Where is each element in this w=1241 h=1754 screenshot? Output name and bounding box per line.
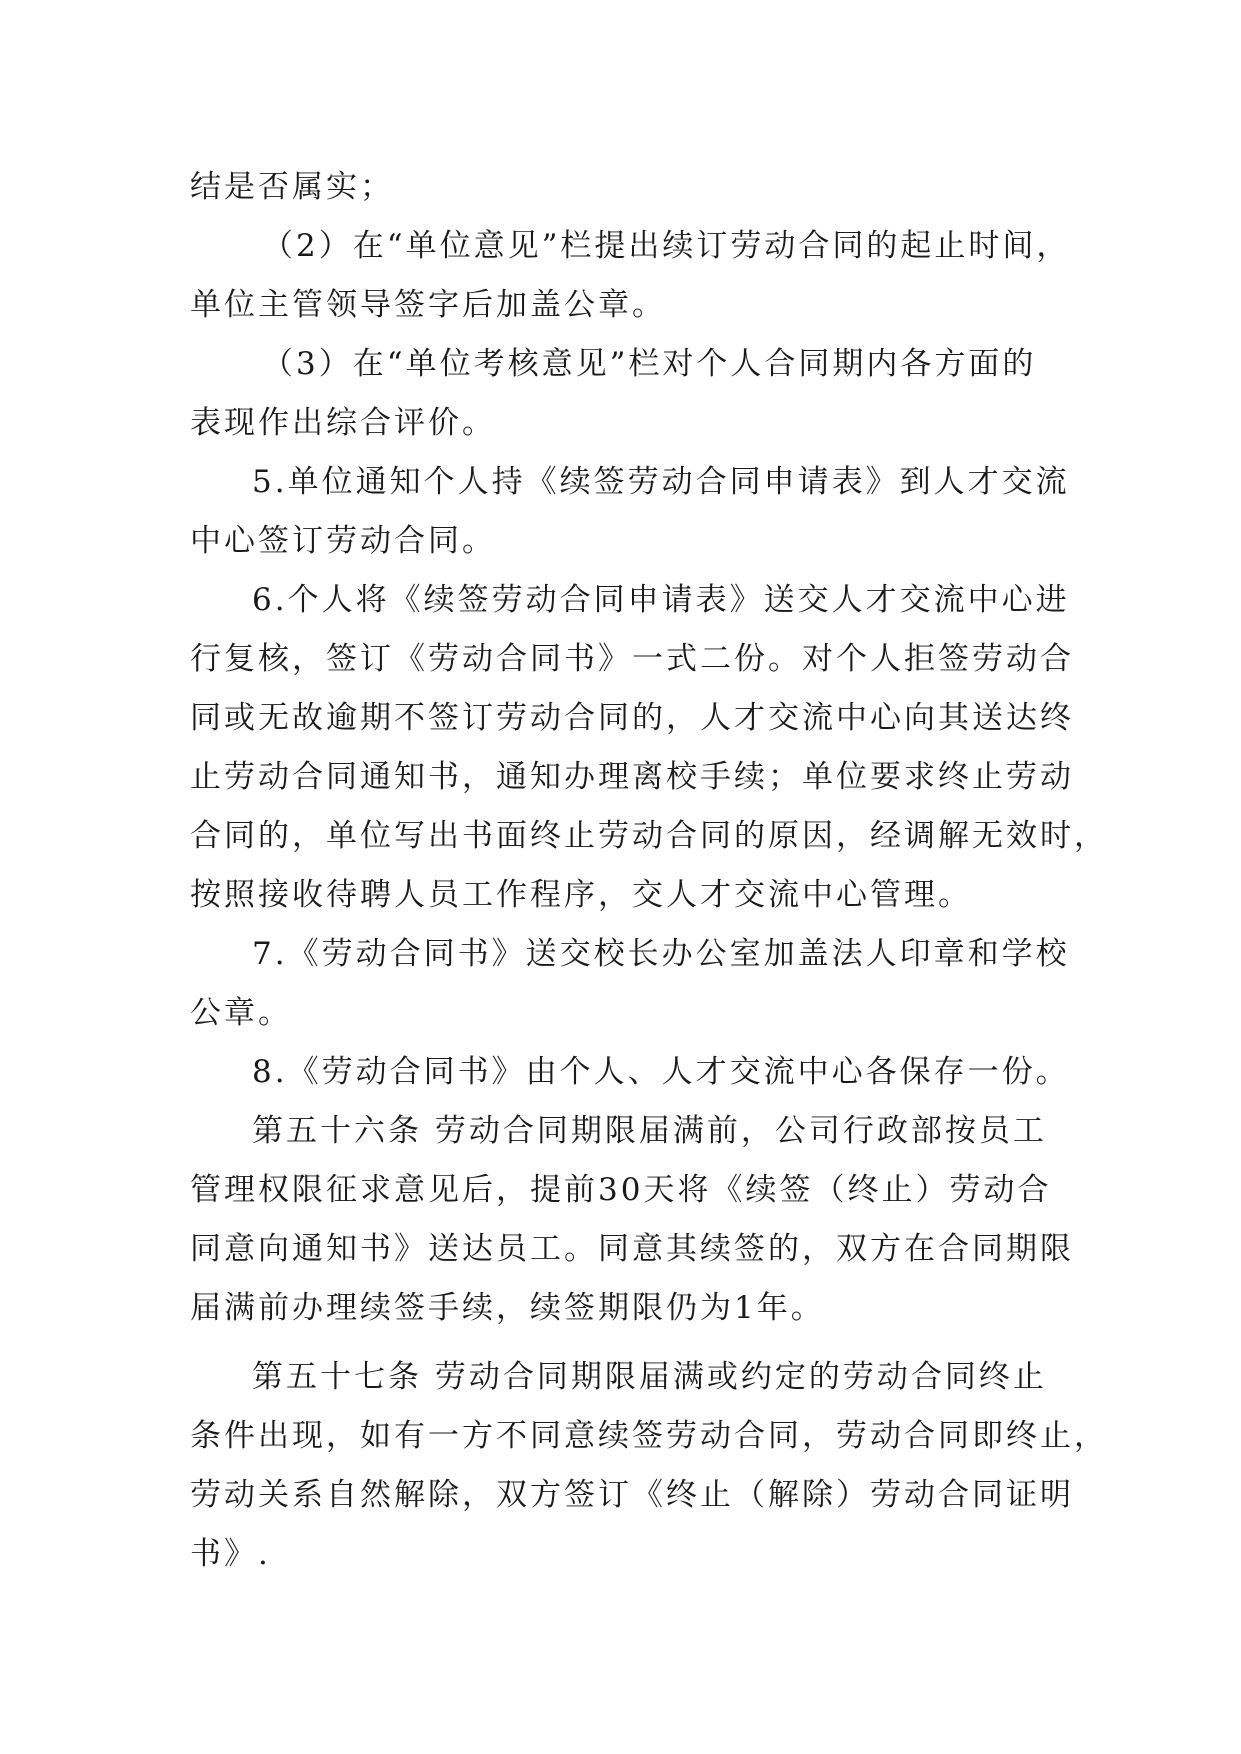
- text-line: 合同的，单位写出书面终止劳动合同的原因，经调解无效时，: [190, 818, 1108, 854]
- text-line: 中心签订劳动合同。: [190, 523, 496, 559]
- paragraph-gap: [190, 1338, 1060, 1348]
- text-line: 同或无故逾期不签订劳动合同的，人才交流中心向其送达终: [190, 700, 1074, 736]
- text-line: 第五十七条 劳动合同期限届满或约定的劳动合同终止: [252, 1359, 1047, 1395]
- text-line: 按照接收待聘人员工作程序，交人才交流中心管理。: [190, 877, 972, 913]
- text-line: 7.《劳动合同书》送交校长办公室加盖法人印章和学校: [252, 936, 1070, 972]
- text-line: 第五十六条 劳动合同期限届满前，公司行政部按员工: [252, 1113, 1047, 1149]
- text-line: 管理权限征求意见后，提前30天将《续签（终止）劳动合: [190, 1172, 1052, 1208]
- text-line: 公章。: [190, 995, 292, 1031]
- text-line: 6.个人将《续签劳动合同申请表》送交人才交流中心进: [252, 582, 1070, 618]
- text-line: 单位主管领导签字后加盖公章。: [190, 287, 666, 323]
- text-line: 5.单位通知个人持《续签劳动合同申请表》到人才交流: [252, 464, 1070, 500]
- text-line: 条件出现，如有一方不同意续签劳动合同，劳动合同即终止，: [190, 1418, 1108, 1454]
- text-line: 劳动关系自然解除，双方签订《终止（解除）劳动合同证明: [190, 1477, 1074, 1513]
- text-line: （3）在“单位考核意见”栏对个人合同期内各方面的: [262, 346, 1037, 382]
- text-line: 结是否属实；: [190, 169, 394, 205]
- text-line: 届满前办理续签手续，续签期限仍为1年。: [190, 1290, 825, 1326]
- text-line: 表现作出综合评价。: [190, 405, 496, 441]
- text-line: 书》.: [190, 1536, 271, 1572]
- text-line: 止劳动合同通知书，通知办理离校手续；单位要求终止劳动: [190, 759, 1074, 795]
- text-line: 8.《劳动合同书》由个人、人才交流中心各保存一份。: [252, 1054, 1070, 1090]
- text-line: 行复核，签订《劳动合同书》一式二份。对个人拒签劳动合: [190, 641, 1074, 677]
- text-line: 同意向通知书》送达员工。同意其续签的，双方在合同期限: [190, 1231, 1074, 1267]
- document-body: [190, 158, 1108, 1584]
- text-line: （2）在“单位意见”栏提出续订劳动合同的起止时间，: [262, 228, 1071, 264]
